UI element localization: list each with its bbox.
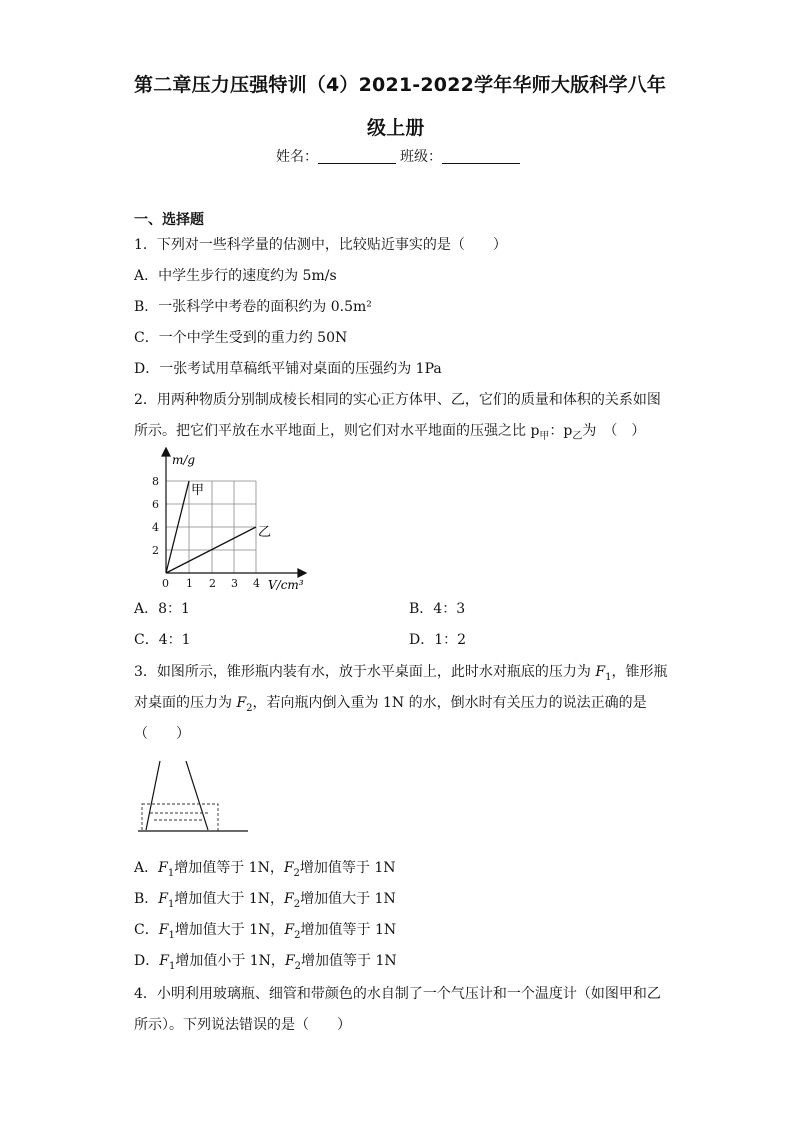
y-tick-6: 6 [152, 498, 159, 511]
force-f2-subscript: 2 [293, 898, 301, 910]
name-blank[interactable] [318, 149, 396, 164]
subscript-b: 乙 [572, 430, 583, 442]
question-3-option-a [134, 857, 396, 879]
force-f2: F [236, 695, 247, 711]
stem-text: 3．如图所示，锥形瓶内装有水，放于水平桌面上，此时水对瓶底的压力为 [134, 664, 596, 680]
stem-text-end: ，锥形瓶 [611, 664, 668, 680]
conical-flask-figure [138, 756, 250, 836]
force-f2-subscript: 2 [294, 929, 301, 941]
option-letter: C． [134, 922, 159, 938]
question-2-option-c: C．4：1 [134, 632, 191, 648]
question-2-option-a: A．8：1 [134, 601, 190, 617]
force-f1-subscript: 1 [168, 898, 175, 910]
option-text-b: 增加值等于 1N [299, 860, 396, 876]
student-info [276, 146, 520, 166]
question-2-stem-line-1: 2．用两种物质分别制成棱长相同的实心正方体甲、乙，它们的质量和体积的关系如图 [134, 392, 661, 408]
name-label: 姓名： [276, 149, 318, 165]
force-f1-subscript: 1 [167, 867, 175, 879]
class-blank[interactable] [442, 149, 520, 164]
force-f1: F [158, 922, 169, 938]
y-tick-2: 2 [152, 544, 159, 557]
question-1-stem: 1．下列对一些科学量的估测中，比较贴近事实的是（ ） [134, 237, 507, 253]
option-letter: B． [134, 891, 159, 907]
colon-text: ：p [549, 423, 573, 439]
option-text-b: 增加值等于 1N [301, 953, 397, 969]
x-tick-2: 2 [209, 577, 216, 590]
graph-grid [166, 481, 256, 573]
question-1-option-d: D．一张考试用草稿纸平铺对桌面的压强约为 1Pa [134, 361, 442, 377]
force-f1-subscript: 1 [168, 960, 176, 972]
stem-text-end: ，若向瓶内倒入重为 1N 的水，倒水时有关压力的说法正确的是 [252, 695, 647, 711]
question-1-option-b: B．一张科学中考卷的面积约为 0.5m² [134, 299, 372, 315]
origin-label: 0 [162, 577, 169, 590]
force-f2: F [284, 922, 295, 938]
option-text-b: 增加值大于 1N [300, 891, 396, 907]
x-tick-4: 4 [253, 577, 260, 590]
force-f2-subscript: 2 [293, 867, 300, 879]
force-f2-subscript: 2 [294, 960, 302, 972]
subscript-a: 甲 [539, 430, 550, 442]
force-f1: F [595, 664, 606, 680]
question-1-option-a: A．中学生步行的速度约为 5m/s [134, 268, 337, 284]
question-3-option-c [134, 919, 396, 941]
option-letter: A． [134, 860, 159, 876]
mass-volume-graph [140, 446, 320, 594]
stem-tail: 为 （ ） [582, 423, 646, 439]
force-f2: F [283, 860, 294, 876]
question-4-stem-line-2: 所示）。下列说法错误的是（ ） [134, 1017, 351, 1033]
question-3-stem-line-1 [134, 661, 667, 683]
y-axis-label: m/g [172, 453, 196, 467]
stem-text: 对桌面的压力为 [134, 695, 237, 711]
question-4-stem-line-1: 4．小明利用玻璃瓶、细管和带颜色的水自制了一个气压计和一个温度计（如图甲和乙 [134, 986, 661, 1002]
stem-text: 所示。把它们平放在水平地面上，则它们对水平地面的压强之比 p [134, 423, 540, 439]
force-f2-subscript: 2 [246, 702, 253, 714]
question-3-option-d [134, 950, 397, 972]
force-f1-subscript: 1 [605, 671, 612, 683]
x-tick-3: 3 [231, 577, 238, 590]
x-tick-1: 1 [186, 577, 193, 590]
force-f2: F [284, 891, 294, 907]
option-letter: D． [134, 953, 160, 969]
label-yi: 乙 [258, 525, 272, 540]
force-f1: F [158, 891, 169, 907]
option-text-a: 增加值大于 1N， [174, 922, 285, 938]
flask-left-wall [146, 761, 160, 830]
y-tick-8: 8 [152, 475, 159, 488]
x-axis-label: V/cm³ [268, 578, 304, 592]
question-3-option-b [134, 888, 396, 910]
question-2-option-d: D．1：2 [409, 632, 467, 648]
label-jia: 甲 [191, 483, 205, 498]
question-2-option-b: B．4：3 [409, 601, 466, 617]
page-title: 第二章压力压强特训（4）2021-2022学年华师大版科学八年 [134, 74, 667, 96]
class-label: 班级： [400, 149, 442, 165]
y-tick-4: 4 [152, 521, 159, 534]
force-f1-subscript: 1 [168, 929, 175, 941]
force-f2: F [284, 953, 295, 969]
page-title-continued: 级上册 [367, 117, 425, 139]
question-1-option-c: C．一个中学生受到的重力约 50N [134, 330, 348, 346]
force-f1: F [159, 953, 169, 969]
question-3-stem-line-3: （ ） [134, 726, 190, 742]
option-text-a: 增加值小于 1N， [175, 953, 285, 969]
option-text-a: 增加值等于 1N， [174, 860, 284, 876]
question-3-stem-line-2 [134, 692, 647, 714]
option-text-b: 增加值等于 1N [300, 922, 397, 938]
section-title: 一、选择题 [134, 212, 204, 228]
force-f1: F [158, 860, 168, 876]
option-text-a: 增加值大于 1N， [174, 891, 284, 907]
question-2-stem-line-2 [134, 420, 645, 442]
